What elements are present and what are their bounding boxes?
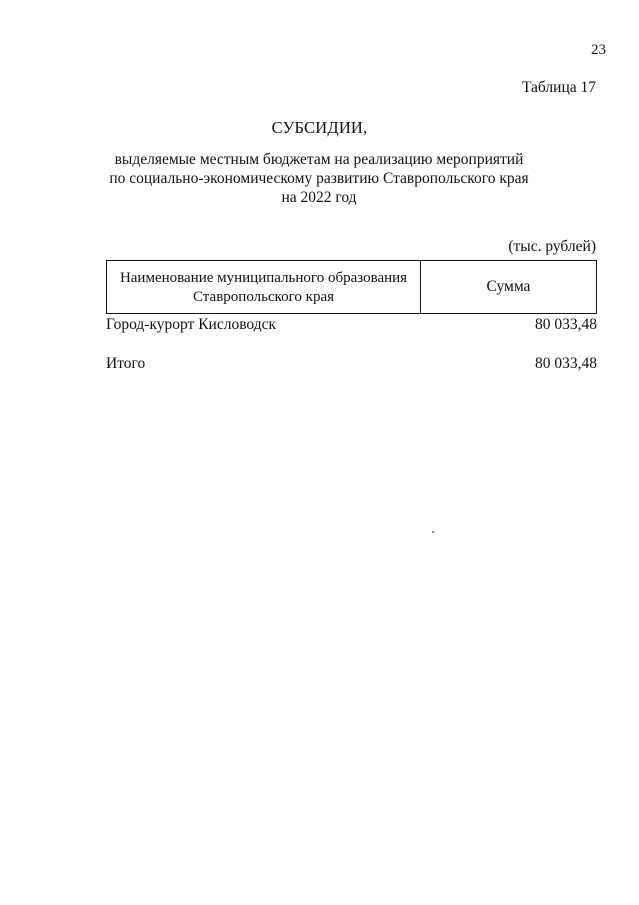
header-name-line-2: Ставропольского края <box>193 289 334 305</box>
header-name-line-1: Наименование муниципального образования <box>119 270 408 286</box>
subtitle-line-2: по социально-экономическому развитию Ставропольского края <box>109 170 529 187</box>
scan-speck <box>432 531 434 533</box>
row-sum: 80 033,48 <box>535 316 597 333</box>
total-row <box>106 355 597 373</box>
subtitle-line-1: выделяемые местным бюджетам на реализацию мероприятий <box>114 151 524 168</box>
table-header <box>106 260 597 314</box>
page-number: 23 <box>591 42 606 58</box>
subtitle-line-3: на 2022 год <box>281 189 357 206</box>
units-label: (тыс. рублей) <box>508 238 596 255</box>
header-name-cell <box>107 261 421 313</box>
document-subtitle <box>0 150 639 207</box>
row-municipality-name: Город-курорт Кисловодск <box>106 316 277 333</box>
table-row <box>106 316 597 334</box>
total-sum: 80 033,48 <box>535 355 597 372</box>
total-label: Итого <box>106 355 146 372</box>
header-sum-cell: Сумма <box>486 278 531 295</box>
table-label: Таблица 17 <box>521 79 596 96</box>
document-title: СУБСИДИИ, <box>271 118 368 137</box>
